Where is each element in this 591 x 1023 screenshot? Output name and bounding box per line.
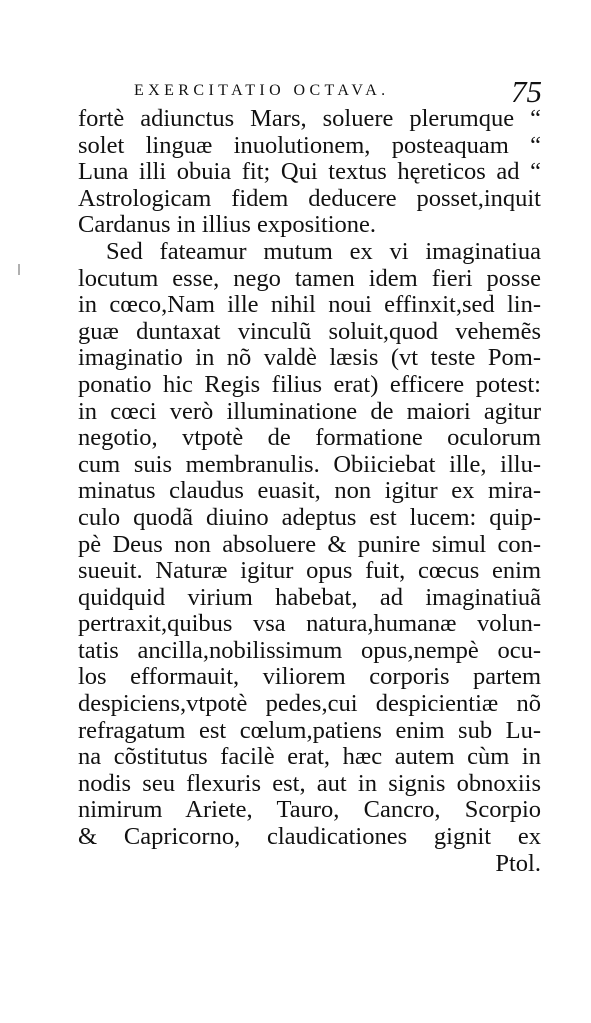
text-line: nodis seu flexuris est, aut in signis obnoxiis — [78, 769, 541, 797]
text-line: refragatum est cœlum,patiens enim sub Lu- — [78, 716, 541, 744]
text-line: tatis ancilla,nobilissimum opus,nempè ocu- — [78, 636, 541, 664]
text-line: in cœci verò illuminatione de maiori agitur — [78, 397, 541, 425]
text-line: solet linguæ inuolutionem, posteaquam “ — [78, 131, 541, 159]
text-line: minatus claudus euasit, non igitur ex mira- — [78, 477, 541, 505]
running-title: EXERCITATIO OCTAVA. — [134, 82, 390, 99]
text-line: fortè adiunctus Mars, soluere plerumque “ — [78, 105, 541, 132]
page-number: 75 — [511, 74, 542, 109]
text-line: imaginatio in nõ valdè læsis (vt teste Pom- — [78, 344, 541, 372]
text-line: negotio, vtpotè de formatione oculorum — [78, 424, 541, 452]
text-line: cum suis membranulis. Obiiciebat ille, illu- — [78, 450, 541, 478]
text-line: los efformauit, viliorem corporis partem — [78, 663, 541, 691]
text-line: guæ duntaxat vinculũ soluit,quod vehemẽs — [78, 317, 541, 345]
text-line: na cõstitutus facilè erat, hæc autem cùm in — [78, 743, 541, 771]
text-line: Luna illi obuia fit; Qui textus hęreticos ad “ — [78, 158, 541, 186]
text-line: despiciens,vtpotè pedes,cui despicientiæ nõ — [78, 690, 541, 718]
text-line: & Capricorno, claudicationes gignit ex — [78, 823, 541, 851]
margin-mark — [18, 264, 20, 275]
running-head — [78, 74, 548, 109]
body-text — [78, 106, 541, 877]
text-line: pertraxit,quibus vsa natura,humanæ volun- — [78, 610, 541, 638]
text-line: culo quodã diuino adeptus est lucem: quip- — [78, 503, 541, 531]
text-line: nimirum Ariete, Tauro, Cancro, Scorpio — [78, 796, 541, 824]
text-line: locutum esse, nego tamen idem fieri posse — [78, 264, 541, 292]
text-line: pè Deus non absoluere & punire simul con- — [78, 530, 541, 558]
text-line: ponatio hic Regis filius erat) efficere potest: — [78, 370, 541, 398]
text-line: Astrologicam fidem deducere posset,inquit — [78, 184, 541, 212]
text-line: Cardanus in illius expositione. — [78, 211, 377, 239]
text-line: sueuit. Naturæ igitur opus fuit, cœcus enim — [78, 557, 541, 585]
catchword: Ptol. — [495, 849, 541, 877]
text-line: quidquid virium habebat, ad imaginatiuã — [78, 583, 541, 611]
text-line: in cœco,Nam ille nihil noui effinxit,sed lin- — [78, 291, 541, 319]
paragraph-first-line: Sed fateamur mutum ex vi imaginatiua — [106, 237, 541, 265]
